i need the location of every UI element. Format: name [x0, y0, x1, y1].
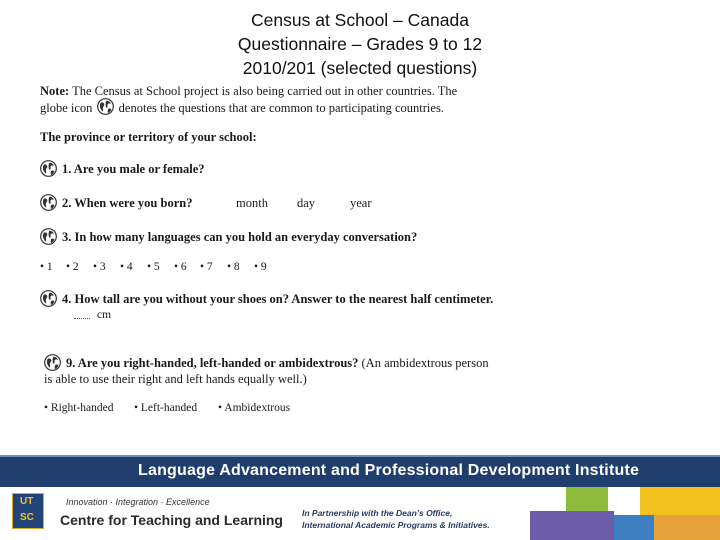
birth-month-field[interactable]: month — [236, 196, 268, 210]
question-9-line-2: is able to use their right and left hands equally well.) — [44, 372, 307, 386]
language-option-5[interactable]: • 5 — [147, 261, 160, 273]
birth-year-field[interactable]: year — [350, 196, 372, 210]
note-text-2b: denotes the questions that are common to participating countries. — [118, 101, 444, 115]
option-ambidextrous[interactable]: • Ambidextrous — [218, 402, 291, 414]
language-option-1[interactable]: • 1 — [40, 261, 53, 273]
question-4: 4. How tall are you without your shoes on? Answer to the nearest half centimeter. — [62, 292, 494, 306]
partnership-line-1: In Partnership with the Dean’s Office, — [302, 508, 453, 518]
slide-title — [0, 8, 720, 80]
option-left-handed[interactable]: • Left-handed — [134, 402, 198, 414]
globe-icon — [97, 98, 114, 115]
decor-square-orange — [654, 515, 720, 540]
utsc-logo — [12, 493, 44, 529]
note-line-1 — [40, 84, 457, 99]
question-3: 3. In how many languages can you hold an everyday conversation? — [62, 230, 418, 244]
institute-banner — [0, 455, 720, 487]
question-2: 2. When were you born? — [62, 196, 193, 210]
decor-square-yellow — [640, 487, 720, 515]
decor-square-blue — [614, 515, 654, 540]
logo-text-bottom: SC — [20, 512, 34, 523]
globe-icon — [40, 228, 57, 245]
language-option-7[interactable]: • 7 — [200, 261, 213, 273]
title-line-3: 2010/201 (selected questions) — [242, 58, 478, 78]
globe-icon — [40, 160, 57, 177]
language-option-8[interactable]: • 8 — [227, 261, 240, 273]
language-option-9[interactable]: • 9 — [254, 261, 267, 273]
height-unit-label: cm — [97, 309, 112, 321]
title-line-1: Census at School – Canada — [251, 10, 469, 30]
decor-square-purple — [530, 511, 614, 540]
question-9-note: (An ambidextrous person — [361, 356, 489, 370]
question-1: 1. Are you male or female? — [62, 162, 205, 176]
note-text-2a: globe icon — [40, 101, 93, 115]
note-text-1: The Census at School project is also being carried out in other countries. The — [72, 84, 458, 98]
centre-name: Centre for Teaching and Learning — [60, 512, 283, 528]
birth-day-field[interactable]: day — [297, 196, 316, 210]
globe-icon — [44, 354, 61, 371]
globe-icon — [40, 290, 57, 307]
logo-text-top: UT — [20, 496, 34, 507]
question-9-text: 9. Are you right-handed, left-handed or ambidextrous? — [66, 356, 359, 370]
title-line-2: Questionnaire – Grades 9 to 12 — [237, 34, 483, 54]
question-9 — [66, 356, 489, 371]
language-option-3[interactable]: • 3 — [93, 261, 106, 273]
language-option-6[interactable]: • 6 — [174, 261, 187, 273]
height-input[interactable] — [74, 308, 90, 319]
globe-icon — [40, 194, 57, 211]
option-right-handed[interactable]: • Right-handed — [44, 402, 114, 414]
footer — [0, 487, 720, 540]
partnership-line-2: International Academic Programs & Initiatives. — [302, 520, 490, 530]
note-label: Note: — [40, 84, 70, 98]
province-label: The province or territory of your school: — [40, 130, 257, 144]
language-option-2[interactable]: • 2 — [66, 261, 79, 273]
tagline: Innovation · Integration · Excellence — [66, 497, 210, 507]
language-option-4[interactable]: • 4 — [120, 261, 133, 273]
institute-name: Language Advancement and Professional Development Institute — [138, 462, 640, 479]
